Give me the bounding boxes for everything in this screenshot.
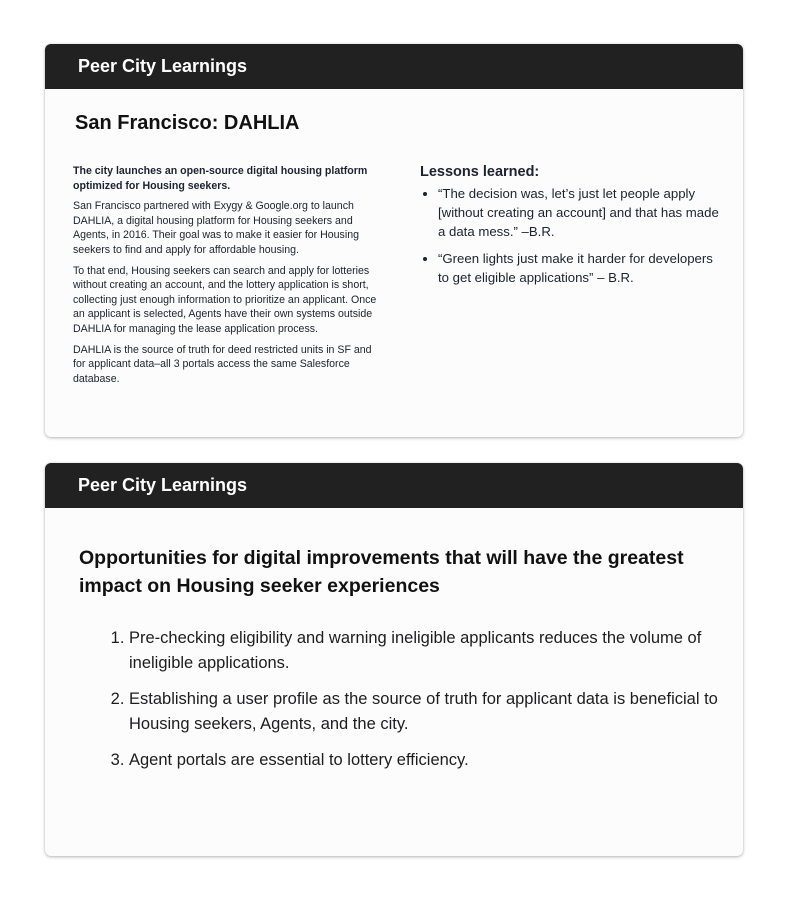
card-title: Opportunities for digital improvements that will have the greatest impact on Housing seeker experiences — [79, 547, 684, 597]
opportunity-item: 1. Pre-checking eligibility and warning ineligible applicants reduces the volume of ineligible applications. — [129, 626, 729, 676]
card-header: Peer City Learnings — [45, 463, 743, 508]
intro-text: The city launches an open-source digital housing platform optimized for Housing seekers. — [73, 165, 368, 192]
opportunity-item: 2. Establishing a user profile as the source of truth for applicant data is beneficial to Housing seekers, Agents, and the city. — [129, 687, 729, 737]
card-header: Peer City Learnings — [45, 44, 743, 89]
lesson-item: • “The decision was, let’s just let people apply [without creating an account] and that has made a data mess.” –B.R. — [438, 184, 720, 241]
paragraph: San Francisco partnered with Exygy & Google.org to launch DAHLIA, a digital housing platform for Housing seekers and Agents, in 2016. Their goal was to make it easier for Housing seekers to find and apply for affordable housing. — [73, 200, 359, 256]
opportunities-list — [95, 626, 729, 784]
lessons-list — [420, 184, 720, 287]
lesson-item: • “Green lights just make it harder for developers to get eligible applications” – B.R. — [438, 249, 720, 287]
slide-card-opportunities — [45, 463, 743, 856]
opportunity-item: 3. Agent portals are essential to lottery efficiency. — [129, 748, 729, 773]
paragraph: To that end, Housing seekers can search and apply for lotteries without creating an account, and the lottery application is short, collecting just enough information to prioritize an applicant. Once an applicant is selected, Agents have their own systems outside DAHLIA for managing the lease application process. — [73, 264, 377, 335]
lessons-column — [420, 164, 720, 295]
slide-card-dahlia — [45, 44, 743, 437]
paragraph: DAHLIA is the source of truth for deed restricted units in SF and for applicant data–all 3 portals access the same Salesforce database. — [73, 343, 372, 385]
lessons-title: Lessons learned: — [420, 164, 540, 180]
description-column — [73, 164, 381, 392]
card-title: San Francisco: DAHLIA — [75, 112, 300, 134]
